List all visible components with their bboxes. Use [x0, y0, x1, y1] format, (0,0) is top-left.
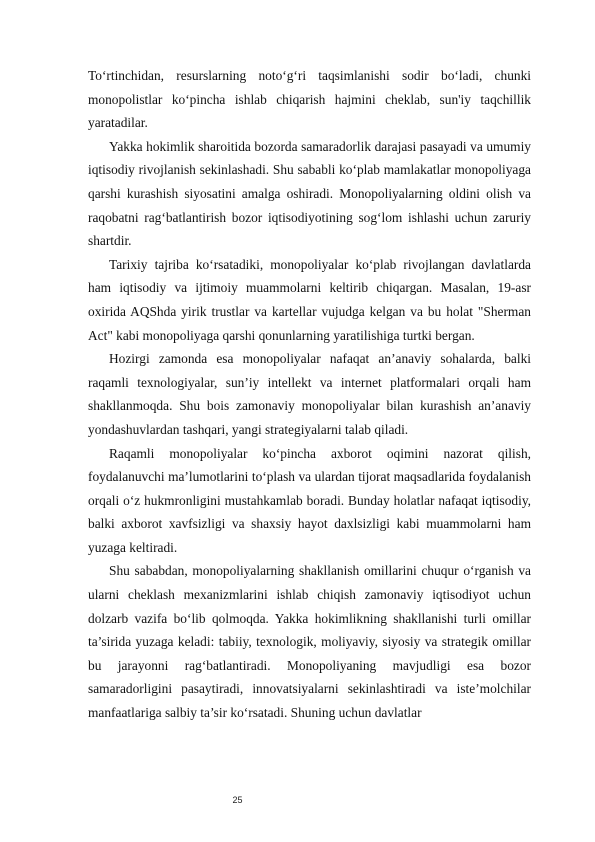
paragraph-2: Yakka hokimlik sharoitida bozorda samaradorlik darajasi pasayadi va umumiy iqtisodiy rivojlanish sekinlashadi. Shu sababli ko‘plab mamlakatlar monopoliyaga qarshi kurashish siyosatini amalga oshiradi. Monopoliyalarning oldini olish va raqobatni rag‘batlantirish bozor iqtisodiyotining sog‘lom ishlashi uchun zaruriy shartdir. [88, 138, 531, 249]
paragraph-5: Raqamli monopoliyalar ko‘pincha axborot oqimini nazorat qilish, foydalanuvchi ma’lumotlarini to‘plash va ulardan tijorat maqsadlarida foydalanish orqali o‘z hukmronligini mustahkamlab boradi. Bunday holatlar nafaqat iqtisodiy, balki axborot xavfsizligi va shaxsiy hayot daxlsizligi kabi muammolarni ham yuzaga keltiradi. [88, 445, 531, 555]
page-number: 25 [232, 795, 243, 805]
paragraph-1: To‘rtinchidan, resurslarning noto‘g‘ri taqsimlanishi sodir bo‘ladi, chunki monopolistlar ko‘pincha ishlab chiqarish hajmini cheklab, sun'iy taqchillik yaratadilar. [88, 68, 531, 131]
paragraph-4: Hozirgi zamonda esa monopoliyalar nafaqat an’anaviy sohalarda, balki raqamli texnologiyalar, sun’iy intellekt va internet platformalari orqali ham shakllanmoqda. Shu bois zamonaviy monopoliyalar bilan kurashish an’anaviy yondashuvlardan tashqari, yangi strategiyalarni talab qiladi. [88, 351, 531, 437]
paragraph-3: Tarixiy tajriba ko‘rsatadiki, monopoliyalar ko‘plab rivojlangan davlatlarda ham iqtisodiy va ijtimoiy muammolarni keltirib chiqargan. Masalan, 19-asr oxirida AQShda yirik trustlar va kartellar vujudga kelgan va bu holat "Sherman Act" kabi monopoliyaga qarshi qonunlarning yaratilishiga turtki bergan. [88, 256, 531, 343]
document-page [88, 64, 531, 725]
paragraph-6: Shu sababdan, monopoliyalarning shakllanish omillarini chuqur o‘rganish va ularni cheklash mexanizmlarini ishlab chiqish zamonaviy iqtisodiyot uchun dolzarb vazifa bo‘lib qolmoqda. Yakka hokimlikning shakllanishi turli omillar ta’sirida yuzaga keladi: tabiiy, texnologik, moliyaviy, siyosiy va strategik omillar bu jarayonni rag‘batlantiradi. Monopoliyaning mavjudligi esa bozor samaradorligini pasaytiradi, innovatsiyalarni sekinlashtiradi va iste’molchilar manfaatlariga salbiy ta’sir ko‘rsatadi. Shuning uchun davlatlar [88, 563, 531, 721]
